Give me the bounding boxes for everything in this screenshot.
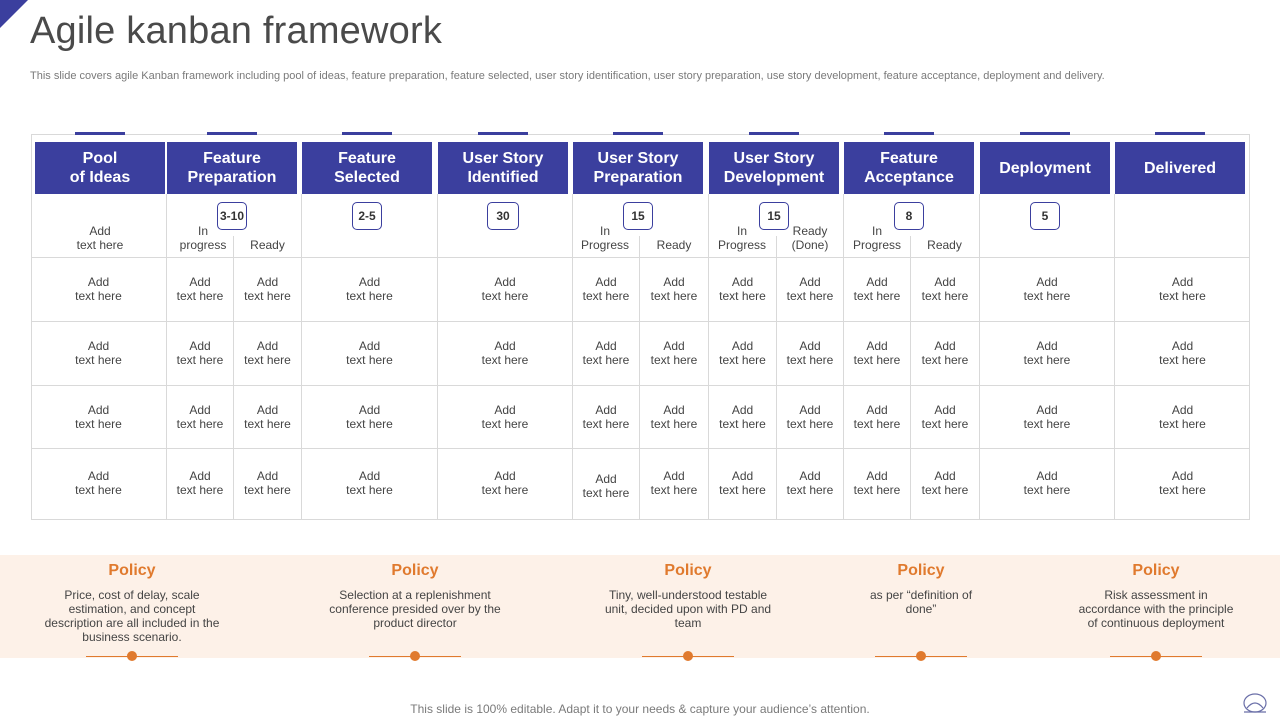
card-add-text[interactable]: Add text here (75, 403, 122, 431)
card-add-text[interactable]: Add text here (176, 403, 224, 431)
card-add-text[interactable]: Add text here (582, 472, 630, 500)
card-add-text[interactable]: Add text here (244, 339, 291, 367)
policy-title: Policy (664, 562, 712, 579)
column-header-6: Feature Acceptance (844, 142, 974, 194)
policy-dot-icon (410, 651, 420, 661)
card-add-text[interactable]: Add text here (75, 339, 122, 367)
card-add-text[interactable]: Add text here (921, 403, 969, 431)
column-tab-8 (1155, 132, 1205, 135)
policy-dot-icon (127, 651, 137, 661)
page-title: Agile kanban framework (30, 10, 443, 52)
column-tab-3 (478, 132, 528, 135)
card-add-text[interactable]: Add text here (719, 469, 766, 497)
card-add-text[interactable]: Add text here (786, 403, 834, 431)
card-add-text[interactable]: Add text here (719, 403, 766, 431)
pool-add-text[interactable]: Add text here (76, 224, 124, 252)
status-ready: Ready (656, 238, 692, 252)
card-add-text[interactable]: Add text here (1023, 403, 1071, 431)
card-add-text[interactable]: Add text here (786, 339, 834, 367)
status-in-progress: In progress (179, 224, 227, 252)
card-add-text[interactable]: Add text here (75, 275, 122, 303)
corner-accent (0, 0, 28, 28)
policy-dot-icon (683, 651, 693, 661)
card-add-text[interactable]: Add text here (1159, 403, 1206, 431)
policy-description: Price, cost of delay, scale estimation, and concept description are all included in the business scenario. (44, 588, 220, 644)
column-header-1: Feature Preparation (167, 142, 297, 194)
card-add-text[interactable]: Add text here (853, 403, 901, 431)
card-add-text[interactable]: Add text here (346, 275, 393, 303)
column-header-4: User Story Preparation (573, 142, 703, 194)
card-add-text[interactable]: Add text here (650, 339, 698, 367)
row-divider-0 (31, 257, 1250, 258)
wip-limit-badge: 2-5 (352, 202, 382, 230)
policy-title: Policy (1132, 562, 1180, 579)
card-add-text[interactable]: Add text here (582, 275, 630, 303)
wip-limit-badge: 15 (759, 202, 789, 230)
card-add-text[interactable]: Add text here (1023, 339, 1071, 367)
card-add-text[interactable]: Add text here (1023, 469, 1071, 497)
card-add-text[interactable]: Add text here (650, 275, 698, 303)
column-tab-1 (207, 132, 257, 135)
card-add-text[interactable]: Add text here (481, 469, 529, 497)
wip-limit-badge: 3-10 (217, 202, 247, 230)
card-add-text[interactable]: Add text here (853, 275, 901, 303)
card-add-text[interactable]: Add text here (346, 403, 393, 431)
column-header-5: User Story Development (709, 142, 839, 194)
wip-limit-badge: 15 (623, 202, 653, 230)
card-add-text[interactable]: Add text here (719, 275, 766, 303)
policy-title: Policy (108, 562, 156, 579)
column-header-3: User Story Identified (438, 142, 568, 194)
card-add-text[interactable]: Add text here (650, 403, 698, 431)
policy-description: Selection at a replenishment conference presided over by the product director (329, 588, 501, 630)
policy-description: Risk assessment in accordance with the principle of continuous deployment (1078, 588, 1234, 630)
column-tab-7 (1020, 132, 1070, 135)
card-add-text[interactable]: Add text here (582, 403, 630, 431)
card-add-text[interactable]: Add text here (346, 469, 393, 497)
card-add-text[interactable]: Add text here (853, 469, 901, 497)
status-in-progress: In Progress (717, 224, 767, 252)
status-in-progress: In Progress (580, 224, 630, 252)
column-tab-6 (884, 132, 934, 135)
column-tab-0 (75, 132, 125, 135)
wip-limit-badge: 8 (894, 202, 924, 230)
card-add-text[interactable]: Add text here (1159, 339, 1206, 367)
card-add-text[interactable]: Add text here (1023, 275, 1071, 303)
column-tab-5 (749, 132, 799, 135)
card-add-text[interactable]: Add text here (176, 275, 224, 303)
status-ready: Ready (927, 238, 962, 252)
card-add-text[interactable]: Add text here (1159, 469, 1206, 497)
card-add-text[interactable]: Add text here (921, 339, 969, 367)
card-add-text[interactable]: Add text here (346, 339, 393, 367)
card-add-text[interactable]: Add text here (244, 403, 291, 431)
column-header-2: Feature Selected (302, 142, 432, 194)
card-add-text[interactable]: Add text here (786, 275, 834, 303)
wip-limit-badge: 30 (487, 202, 519, 230)
card-add-text[interactable]: Add text here (921, 275, 969, 303)
card-add-text[interactable]: Add text here (650, 469, 698, 497)
column-header-8: Delivered (1115, 142, 1245, 194)
column-tab-2 (342, 132, 392, 135)
policy-dot-icon (916, 651, 926, 661)
row-divider-1 (31, 321, 1250, 322)
card-add-text[interactable]: Add text here (176, 469, 224, 497)
card-add-text[interactable]: Add text here (244, 469, 291, 497)
status-in-progress: In Progress (852, 224, 902, 252)
policy-title: Policy (391, 562, 439, 579)
logo-icon (1242, 692, 1268, 714)
row-divider-2 (31, 385, 1250, 386)
status-ready-done: Ready (Done) (791, 224, 829, 252)
card-add-text[interactable]: Add text here (176, 339, 224, 367)
card-add-text[interactable]: Add text here (481, 339, 529, 367)
column-header-0: Pool of Ideas (35, 142, 165, 194)
footer-note: This slide is 100% editable. Adapt it to your needs & capture your audience’s attention. (410, 702, 870, 716)
card-add-text[interactable]: Add text here (1159, 275, 1206, 303)
page-subtitle: This slide covers agile Kanban framework including pool of ideas, feature preparation, feature selected, user story identification, user story preparation, use story development, feature acceptance, deployment and delivery. (30, 70, 1105, 82)
column-header-7: Deployment (980, 142, 1110, 194)
row-divider-3 (31, 448, 1250, 449)
card-add-text[interactable]: Add text here (481, 275, 529, 303)
column-tab-4 (613, 132, 663, 135)
card-add-text[interactable]: Add text here (786, 469, 834, 497)
policy-dot-icon (1151, 651, 1161, 661)
card-add-text[interactable]: Add text here (853, 339, 901, 367)
card-add-text[interactable]: Add text here (75, 469, 122, 497)
card-add-text[interactable]: Add text here (582, 339, 630, 367)
status-ready: Ready (250, 238, 285, 252)
wip-limit-badge: 5 (1030, 202, 1060, 230)
card-add-text[interactable]: Add text here (481, 403, 529, 431)
card-add-text[interactable]: Add text here (921, 469, 969, 497)
policy-description: Tiny, well-understood testable unit, decided upon with PD and team (604, 588, 772, 630)
card-add-text[interactable]: Add text here (244, 275, 291, 303)
card-add-text[interactable]: Add text here (719, 339, 766, 367)
policy-title: Policy (897, 562, 945, 579)
policy-description: as per “definition of done” (869, 588, 973, 616)
